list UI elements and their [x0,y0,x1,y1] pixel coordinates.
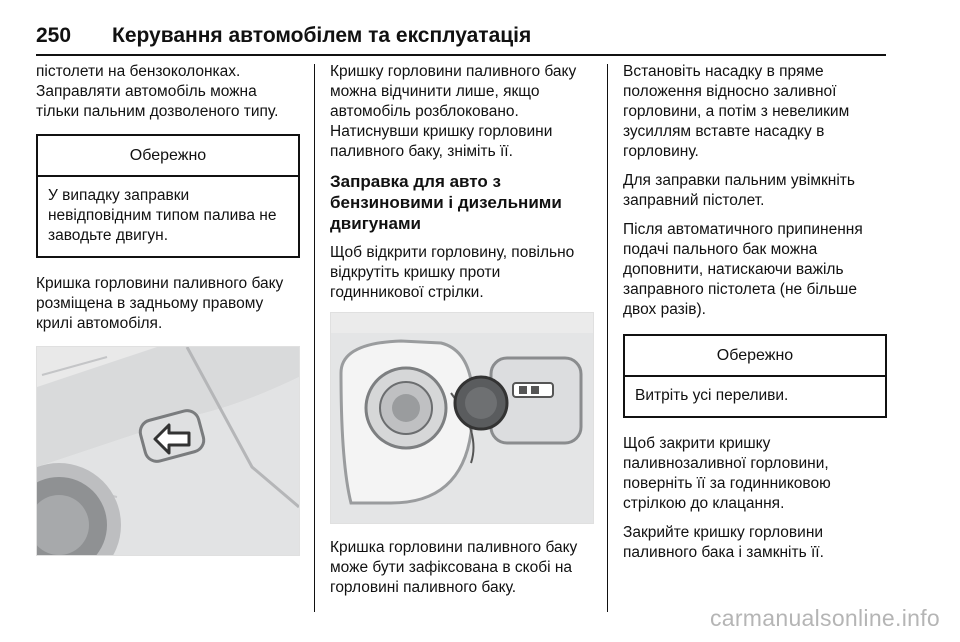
paragraph: Закрийте кришку горловини паливного бака і замкніть її. [623,524,824,561]
paragraph: Для заправки пальним увімкніть заправний пістолет. [623,172,855,209]
column-3 [623,62,887,572]
warning-box [623,334,887,418]
page-header-title: Керування автомобілем та експлуатація [112,24,532,47]
paragraph: Кришка горловини паливного баку розміщена в задньому правому крилі автомобіля. [36,275,284,332]
paragraph: Щоб закрити кришку паливнозаливної горловини, поверніть її за годинниковою стрілкою до клацання. [623,435,831,512]
fuel-filler-cap-illustration [330,312,594,524]
column-divider-1 [314,64,315,612]
warning-box [36,134,300,258]
paragraph: пістолети на бензоколонках. Заправляти автомобіль можна тільки пальним дозволеного типу. [36,63,279,120]
section-subheading: Заправка для авто з бензиновими і дизельними двигунами [330,172,562,233]
warning-title: Обережно [625,336,885,377]
paragraph: Після автоматичного припинення подачі пального бак можна доповнити, натискаючи важіль заправного пістолета (не більше двох разів). [623,221,863,318]
page-number: 250 [36,24,72,47]
header-rule [36,54,886,56]
warning-title: Обережно [38,136,298,177]
watermark: carmanualsonline.info [709,605,940,631]
warning-text: Витріть усі переливи. [635,387,789,404]
column-1 [36,62,300,556]
warning-text: У випадку заправки невідповідним типом палива не заводьте двигун. [48,187,277,244]
car-fuel-door-illustration [36,346,300,556]
paragraph: Кришка горловини паливного баку може бути зафіксована в скобі на горловині паливного баку. [330,539,578,596]
column-2 [330,62,596,607]
column-divider-2 [607,64,608,612]
paragraph: Щоб відкрити горловину, повільно відкрутіть кришку проти годинникової стрілки. [330,244,575,301]
paragraph: Кришку горловини паливного баку можна відчинити лише, якщо автомобіль розблоковано. Натиснувши кришку горловини паливного баку, зніміть її. [330,63,577,160]
paragraph: Встановіть насадку в пряме положення відносно заливної горловини, а потім з невеликим зусиллям вставте насадку в горловину. [623,63,850,160]
